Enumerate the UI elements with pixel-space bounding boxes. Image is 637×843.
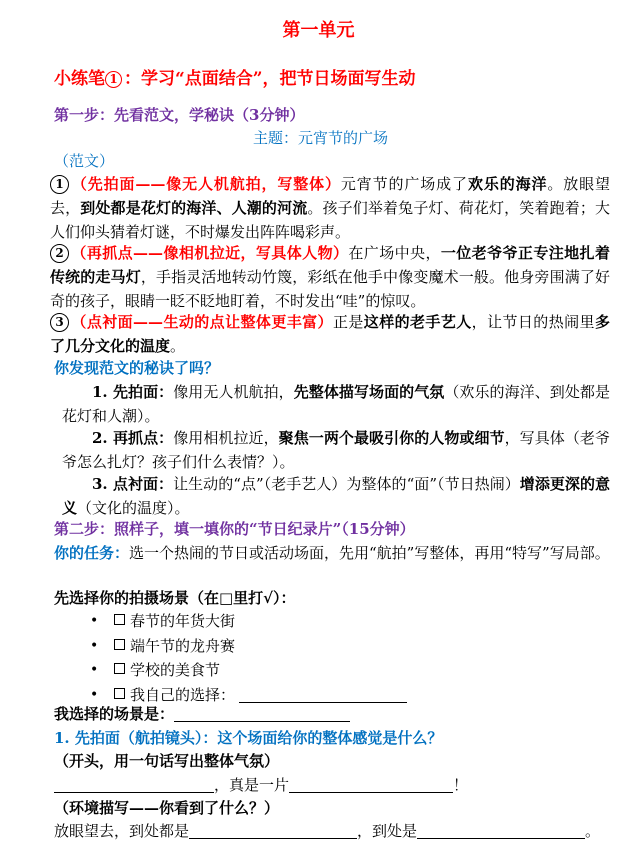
- p1-text-a: 元宵节的广场成了: [340, 175, 468, 193]
- discover-question: 你发现范文的秘诀了吗？: [54, 359, 220, 377]
- paragraph-number-3: 3: [50, 313, 69, 332]
- scene-option-3[interactable]: [94, 658, 407, 683]
- exercise-number: 1: [105, 71, 122, 88]
- paragraph-1-tag: （先拍面——像无人机航拍，写整体）: [71, 175, 341, 193]
- hint-opening: （开头，用一句话写出整体气氛）: [54, 752, 280, 770]
- p2-text-a: 在广场中央，: [348, 244, 441, 262]
- p1-text-d: 到处都是花灯的海洋、人潮的河流: [80, 199, 308, 217]
- paragraph-number-2: 2: [50, 244, 69, 263]
- fill-2-end: 。: [585, 822, 601, 840]
- tip-1-a: 像用无人机航拍，: [173, 383, 294, 401]
- checkbox-2[interactable]: [114, 639, 125, 650]
- p3-text-b: 这样的老手艺人: [363, 313, 472, 331]
- checkbox-3[interactable]: [114, 663, 125, 674]
- chosen-scene-label: 我选择的场景是：: [54, 705, 175, 723]
- sample-paragraph-1: [50, 172, 610, 244]
- scene-option-1[interactable]: [94, 609, 407, 634]
- choose-scene-label: 先选择你的拍摄场景（在□里打√）：: [54, 589, 296, 607]
- fill-1-blank-b[interactable]: [289, 776, 453, 793]
- p2-text-c: ，手指灵活地转动竹篾，彩纸在他手中像变魔术一般。他身旁围满了好奇的孩子，眼睛一眨不眨地盯着，不时发出“哇”的惊叹。: [50, 268, 610, 310]
- checkbox-4[interactable]: [114, 688, 125, 699]
- tip-3-label: 3. 点衬面：: [92, 475, 174, 493]
- fill-1-mid: ，真是一片: [214, 776, 290, 794]
- checkbox-1[interactable]: [114, 614, 125, 625]
- scene-option-2[interactable]: [94, 634, 407, 659]
- scene-options: [94, 609, 407, 707]
- tip-3: [62, 472, 610, 520]
- exercise-text: ：学习“点面结合”，把节日场面写生动: [124, 69, 416, 89]
- chosen-scene: [54, 702, 350, 726]
- sample-theme: 主题：元宵节的广场: [253, 129, 389, 147]
- tip-1: [62, 380, 610, 428]
- scene-option-1-label: 春节的年货大街: [130, 612, 236, 630]
- chosen-scene-blank[interactable]: [174, 705, 350, 722]
- fill-2-blank-a[interactable]: [189, 822, 357, 839]
- paragraph-number-1: 1: [50, 175, 69, 194]
- own-choice-blank[interactable]: [239, 686, 407, 703]
- p1-text-e: 。孩子们举着兔子灯、荷花灯，笑着跑着；大人们仰头猜着灯谜，不时爆发出阵阵喝彩声。: [50, 199, 610, 241]
- exercise-heading: [54, 66, 416, 92]
- paragraph-3-tag: （点衬面——生动的点让整体更丰富）: [71, 313, 333, 331]
- fill-2-b: ，到处是: [357, 822, 418, 840]
- task-label: 你的任务：: [54, 544, 130, 562]
- fill-2-blank-b[interactable]: [417, 822, 585, 839]
- fill-line-1: [54, 773, 468, 797]
- p1-text-b: 欢乐的海洋: [467, 175, 548, 193]
- tip-1-label: 1. 先拍面：: [92, 383, 174, 401]
- task-text: 选一个热闹的节日或活动场面，先用“航拍”写整体，再用“特写”写局部。: [129, 544, 610, 562]
- question-1: 1. 先拍面（航拍镜头）：这个场面给你的整体感觉是什么？: [54, 729, 443, 747]
- sample-label: （范文）: [54, 152, 115, 170]
- fill-1-end: ！: [453, 776, 469, 794]
- fill-line-2: [54, 819, 600, 843]
- tip-2: [62, 426, 610, 474]
- scene-option-2-label: 端午节的龙舟赛: [130, 636, 236, 655]
- hint-environment: （环境描写——你看到了什么？）: [54, 799, 280, 817]
- p3-text-c: ，让节日的热闹里: [471, 313, 595, 331]
- tip-2-label: 2. 再抓点：: [92, 429, 174, 447]
- p2-text-b: 一位老爷爷正专注地扎着传统的走马灯: [50, 244, 610, 286]
- tip-2-a: 像用相机拉近，: [173, 429, 279, 447]
- fill-1-blank-a[interactable]: [54, 776, 214, 793]
- scene-option-4-label: 我自己的选择：: [130, 685, 236, 704]
- tip-3-c: （文化的温度）。: [77, 499, 190, 517]
- tip-3-b: 增添更深的意义: [62, 475, 610, 517]
- p3-text-d: 多了几分文化的温度: [50, 313, 610, 355]
- scene-option-3-label: 学校的美食节: [130, 661, 221, 679]
- p3-text-e: 。: [170, 337, 186, 355]
- page-title: 第一单元: [282, 20, 355, 41]
- p3-text-a: 正是: [332, 313, 364, 331]
- step2-heading: 第二步：照样子，填一填你的“节日纪录片”（15分钟）: [54, 520, 415, 538]
- sample-paragraph-3: [50, 310, 610, 358]
- paragraph-2-tag: （再抓点——像相机拉近，写具体人物）: [71, 244, 349, 262]
- p1-text-c: 。放眼望去，: [50, 175, 610, 217]
- tip-1-c: （欢乐的海洋、到处都是花灯和人潮）。: [62, 383, 610, 425]
- fill-2-a: 放眼望去，到处都是: [54, 822, 190, 840]
- tip-2-b: 聚焦一两个最吸引你的人物或细节: [278, 429, 505, 447]
- sample-paragraph-2: [50, 241, 610, 313]
- step1-heading: 第一步：先看范文，学秘诀（3分钟）: [54, 106, 305, 124]
- exercise-prefix: 小练笔: [54, 69, 105, 89]
- tip-3-a: 让生动的“点”（老手艺人）为整体的“面”（节日热闹）: [173, 475, 520, 493]
- tip-1-b: 先整体描写场面的气氛: [293, 383, 445, 401]
- task-description: [54, 541, 610, 565]
- tip-2-c: ，写具体（老爷爷怎么扎灯？孩子们什么表情？）。: [62, 429, 610, 471]
